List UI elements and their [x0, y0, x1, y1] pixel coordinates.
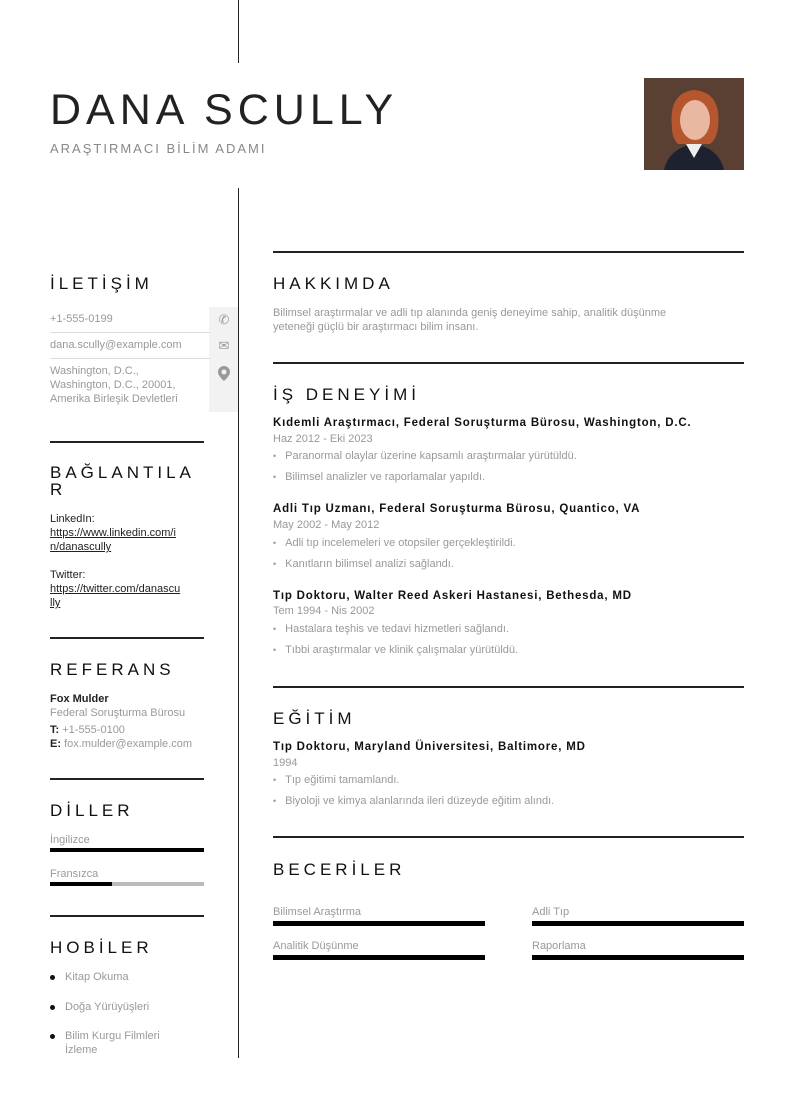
- location-pin-icon: [216, 366, 232, 380]
- job-bullet: • Hastalara teşhis ve tedavi hizmetleri sağlandı.: [273, 623, 509, 635]
- language-name: Fransızca: [50, 868, 99, 880]
- phone-value: +1-555-0100: [62, 724, 125, 736]
- envelope-icon: ✉: [218, 338, 230, 353]
- contact-email[interactable]: dana.scully@example.com: [50, 339, 182, 351]
- job-title: Adli Tıp Uzmanı, Federal Soruşturma Bürosu, Quantico, VA: [273, 503, 641, 515]
- reference-heading: REFERANS: [50, 660, 175, 679]
- section-divider: [273, 362, 744, 364]
- job-title: Tıp Doktoru, Walter Reed Askeri Hastanesi, Bethesda, MD: [273, 590, 632, 602]
- twitter-link[interactable]: [50, 582, 180, 610]
- experience-heading: İŞ DENEYİMİ: [273, 385, 420, 404]
- education-bullet: • Tıp eğitimi tamamlandı.: [273, 774, 399, 786]
- contact-phone: +1-555-0199: [50, 313, 113, 325]
- heading-line: R: [50, 480, 67, 499]
- skills-heading: BECERİLER: [273, 860, 406, 879]
- skill-name: Analitik Düşünme: [273, 940, 359, 952]
- link-line[interactable]: https://twitter.com/danascu: [50, 583, 181, 595]
- hobby-text: Bilim Kurgu Filmleri: [65, 1030, 160, 1042]
- contact-heading: İLETİŞİM: [50, 274, 153, 293]
- reference-org: Federal Soruşturma Bürosu: [50, 707, 186, 719]
- twitter-label: Twitter:: [50, 569, 86, 581]
- hobby-text: İzleme: [65, 1044, 98, 1056]
- reference-phone: [50, 723, 125, 737]
- column-divider: [238, 188, 239, 1058]
- job-bullet: • Adli tıp incelemeleri ve otopsiler gerçekleştirildi.: [273, 537, 516, 549]
- hobby-item: [50, 970, 129, 984]
- about-text: [273, 306, 666, 334]
- section-divider: [50, 637, 204, 639]
- reference-name: Fox Mulder: [50, 693, 109, 705]
- education-bullet: • Biyoloji ve kimya alanlarında ileri düzeyde eğitim alındı.: [273, 795, 554, 807]
- hobby-text: Kitap Okuma: [65, 971, 129, 983]
- link-line[interactable]: n/danascully: [50, 541, 112, 553]
- heading-line: BAĞLANTILA: [50, 463, 195, 482]
- link-line[interactable]: lly: [50, 597, 61, 609]
- skill-level-bar: [273, 955, 485, 960]
- skill-level-bar: [532, 921, 744, 926]
- job-bullet: • Kanıtların bilimsel analizi sağlandı.: [273, 558, 454, 570]
- email-label: E:: [50, 738, 61, 750]
- skill-level-bar: [273, 921, 485, 926]
- section-divider: [50, 441, 204, 443]
- contact-address: [50, 364, 178, 406]
- hobby-item: [50, 1000, 149, 1014]
- education-heading: EĞİTİM: [273, 709, 356, 728]
- language-name: İngilizce: [50, 834, 90, 846]
- email-value: fox.mulder@example.com: [64, 738, 192, 750]
- linkedin-link[interactable]: [50, 526, 176, 554]
- skill-name: Adli Tıp: [532, 906, 570, 918]
- address-line: Amerika Birleşik Devletleri: [50, 393, 178, 405]
- job-dates: May 2002 - May 2012: [273, 519, 380, 531]
- about-line: Bilimsel araştırmalar ve adli tıp alanında geniş deneyime sahip, analitik düşünme: [273, 307, 667, 319]
- profile-photo: [644, 78, 744, 170]
- about-heading: HAKKIMDA: [273, 274, 394, 293]
- hobby-item: [50, 1029, 160, 1057]
- job-bullet: • Tıbbi araştırmalar ve klinik çalışmalar yürütüldü.: [273, 644, 518, 656]
- job-bullet: • Bilimsel analizler ve raporlamalar yapıldı.: [273, 471, 485, 483]
- job-dates: Haz 2012 - Eki 2023: [273, 433, 373, 445]
- about-line: yeteneği güçlü bir araştırmacı bilim insanı.: [273, 321, 479, 333]
- links-heading: [50, 464, 195, 498]
- candidate-name: DANA SCULLY: [50, 86, 399, 134]
- section-divider: [273, 836, 744, 838]
- language-level-bar: [50, 848, 204, 852]
- link-line[interactable]: https://www.linkedin.com/i: [50, 527, 176, 539]
- address-line: Washington, D.C., 20001,: [50, 379, 176, 391]
- phone-label: T:: [50, 724, 60, 736]
- skill-level-bar: [532, 955, 744, 960]
- linkedin-label: LinkedIn:: [50, 513, 95, 525]
- divider-top: [238, 0, 239, 63]
- skill-name: Raporlama: [532, 940, 586, 952]
- section-divider: [50, 915, 204, 917]
- job-title: Kıdemli Araştırmacı, Federal Soruşturma Bürosu, Washington, D.C.: [273, 417, 692, 429]
- phone-icon: ✆: [218, 312, 230, 327]
- address-line: Washington, D.C.,: [50, 365, 139, 377]
- section-divider: [273, 686, 744, 688]
- languages-heading: DİLLER: [50, 801, 134, 820]
- hobby-text: Doğa Yürüyüşleri: [65, 1001, 150, 1013]
- job-dates: Tem 1994 - Nis 2002: [273, 605, 375, 617]
- section-divider: [50, 778, 204, 780]
- education-year: 1994: [273, 757, 298, 769]
- candidate-title: ARAŞTIRMACI BİLİM ADAMI: [50, 141, 267, 156]
- language-level-bar: [50, 882, 204, 886]
- reference-email: [50, 737, 192, 751]
- contact-separator: [50, 332, 210, 333]
- contact-separator: [50, 358, 210, 359]
- section-divider: [273, 251, 744, 253]
- hobbies-heading: HOBİLER: [50, 938, 153, 957]
- skill-name: Bilimsel Araştırma: [273, 906, 362, 918]
- job-bullet: • Paranormal olaylar üzerine kapsamlı araştırmalar yürütüldü.: [273, 450, 577, 462]
- education-title: Tıp Doktoru, Maryland Üniversitesi, Baltimore, MD: [273, 741, 586, 753]
